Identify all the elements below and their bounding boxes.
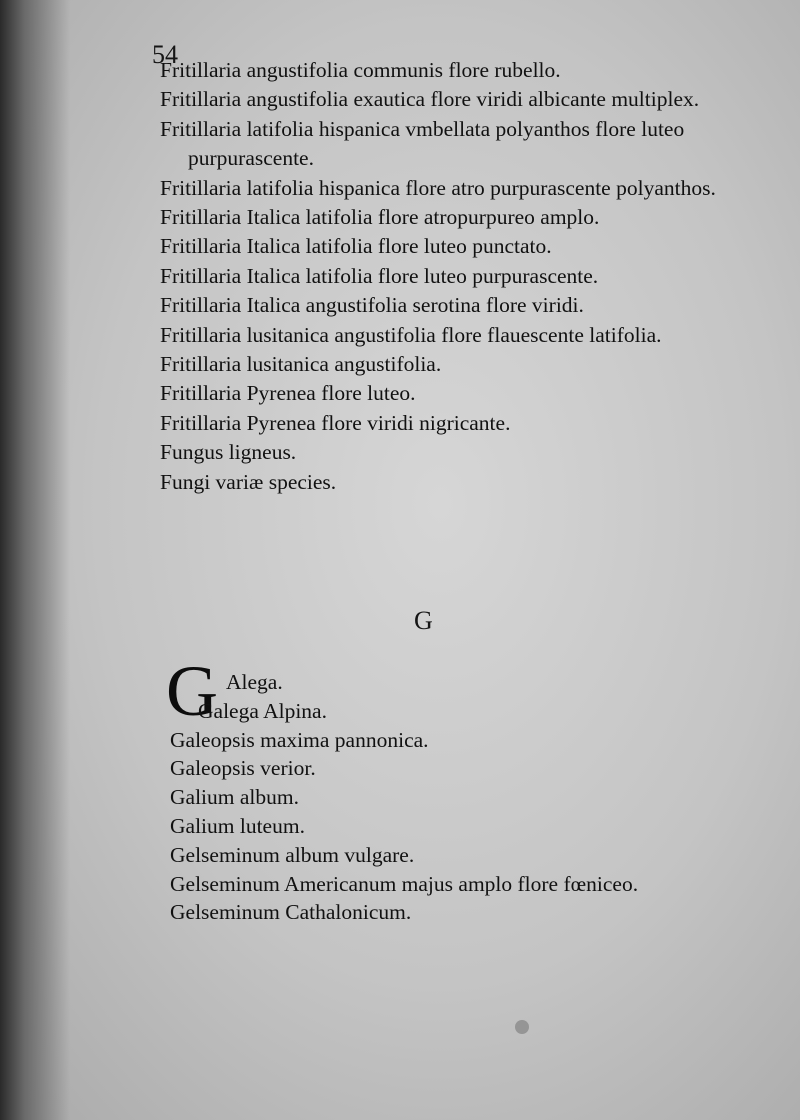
list-item: Alega. — [226, 670, 283, 694]
list-item: Fritillaria Italica latifolia flore luteo purpurascente. — [160, 263, 599, 288]
list-item: Fritillaria latifolia hispanica flore atro purpurascente polyanthos. — [160, 175, 716, 200]
list-item: Gelseminum Americanum majus amplo flore fœniceo. — [170, 871, 639, 896]
list-item: Galium album. — [170, 785, 299, 810]
list-item: Fungi variæ species. — [160, 469, 337, 494]
list-item: Fritillaria Pyrenea flore viridi nigricante. — [160, 410, 511, 435]
list-item: Fritillaria angustifolia exautica flore viridi albicante multiplex. — [160, 87, 700, 112]
list-item: Fritillaria angustifolia communis flore rubello. — [160, 58, 561, 82]
book-gutter — [0, 0, 70, 1120]
list-item: Gelseminum album vulgare. — [170, 842, 415, 867]
list-item: Fungus ligneus. — [160, 440, 297, 465]
list-item: Fritillaria latifolia hispanica vmbellata polyanthos flore luteo purpurascente. — [160, 116, 685, 171]
entry-list-f — [160, 56, 720, 497]
list-item: Galium luteum. — [170, 813, 305, 838]
ink-smudge — [515, 1020, 529, 1034]
drop-cap: G — [166, 651, 218, 731]
list-item: Galega Alpina. — [198, 698, 327, 723]
entry-list-g — [170, 668, 730, 927]
list-item: Gelseminum Cathalonicum. — [170, 900, 412, 925]
list-item: Fritillaria Pyrenea flore luteo. — [160, 381, 416, 406]
list-item: Fritillaria Italica angustifolia serotina flore viridi. — [160, 293, 584, 318]
list-item: Fritillaria lusitanica angustifolia. — [160, 352, 442, 377]
list-item: Fritillaria Italica latifolia flore atropurpureo amplo. — [160, 205, 600, 230]
list-item: Fritillaria Italica latifolia flore luteo punctato. — [160, 234, 552, 259]
list-item: Galeopsis maxima pannonica. — [170, 727, 429, 752]
section-heading: G — [414, 606, 433, 635]
list-item: Galeopsis verior. — [170, 756, 316, 781]
list-item: Fritillaria lusitanica angustifolia flore flauescente latifolia. — [160, 322, 662, 347]
page-number: 54 — [152, 40, 178, 69]
